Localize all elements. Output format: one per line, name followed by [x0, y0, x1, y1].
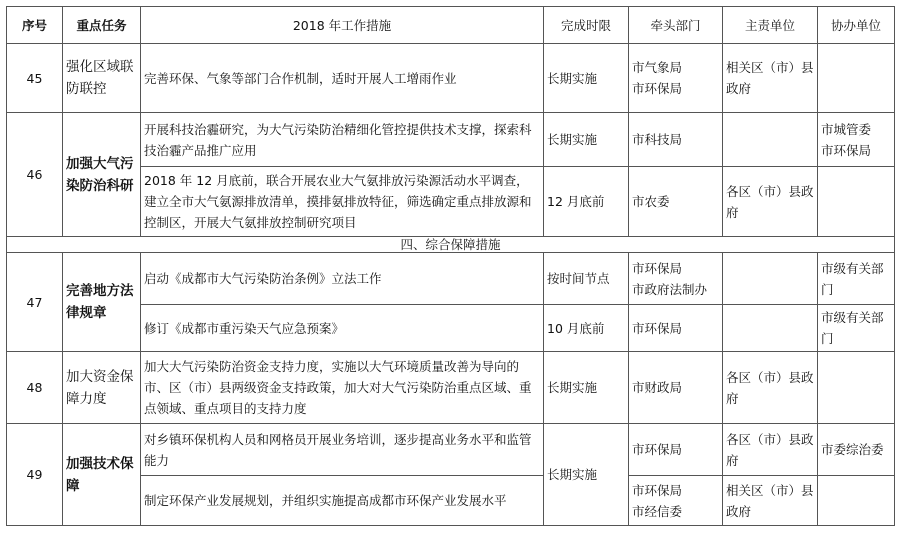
- row-lead: [629, 253, 723, 305]
- row-measure: 制定环保产业发展规划，并组织实施提高成都市环保产业发展水平: [141, 476, 544, 526]
- lead-dept: 市政府法制办: [632, 281, 708, 297]
- table-row: [7, 424, 895, 476]
- row-no: 45: [7, 44, 63, 113]
- row-main: 相关区（市）县政府: [723, 44, 818, 113]
- lead-dept: 市环保局: [632, 482, 683, 498]
- lead-dept: 市气象局: [632, 60, 683, 75]
- section-row: [7, 237, 895, 253]
- row-assist: [818, 113, 895, 167]
- header-measure: 2018 年工作措施: [141, 7, 544, 44]
- row-lead: 市农委: [629, 167, 723, 237]
- row-assist: 市级有关部门: [818, 253, 895, 305]
- row-deadline: 长期实施: [544, 44, 629, 113]
- row-assist: 市委综治委: [818, 424, 895, 476]
- row-assist: [818, 476, 895, 526]
- table-row: [7, 476, 895, 526]
- table-row: [7, 352, 895, 424]
- row-deadline: 10 月底前: [544, 305, 629, 352]
- row-assist: [818, 352, 895, 424]
- row-measure: 完善环保、气象等部门合作机制，适时开展人工增雨作业: [141, 44, 544, 113]
- row-lead: 市财政局: [629, 352, 723, 424]
- row-task: 加强大气污染防治科研: [63, 113, 141, 237]
- measures-table: [6, 6, 895, 526]
- row-deadline: 按时间节点: [544, 253, 629, 305]
- table-row: [7, 253, 895, 305]
- header-no: 序号: [7, 7, 63, 44]
- row-assist: 市级有关部门: [818, 305, 895, 352]
- section-title: 四、综合保障措施: [7, 237, 895, 253]
- row-assist: [818, 44, 895, 113]
- header-lead: 牵头部门: [629, 7, 723, 44]
- row-task: 完善地方法律规章: [63, 253, 141, 352]
- row-main: 各区（市）县政府: [723, 167, 818, 237]
- lead-dept: 市环保局: [632, 81, 683, 96]
- row-lead: [629, 44, 723, 113]
- row-no: 47: [7, 253, 63, 352]
- row-measure: 开展科技治霾研究，为大气污染防治精细化管控提供技术支撑，探索科技治霾产品推广应用: [141, 113, 544, 167]
- table-row: [7, 113, 895, 167]
- lead-dept: 市环保局: [632, 260, 683, 276]
- row-main: [723, 113, 818, 167]
- table-row: [7, 305, 895, 352]
- row-main: 各区（市）县政府: [723, 424, 818, 476]
- header-deadline: 完成时限: [544, 7, 629, 44]
- table-row: [7, 167, 895, 237]
- row-assist: [818, 167, 895, 237]
- row-measure: 2018 年 12 月底前，联合开展农业大气氨排放污染源活动水平调查，建立全市大气氨源排放清单，摸排氨排放特征，筛选确定重点排放源和控制区，开展大气氨排放控制研究项目: [141, 167, 544, 237]
- lead-dept: 市经信委: [632, 503, 683, 519]
- row-main: [723, 305, 818, 352]
- row-deadline: 12 月底前: [544, 167, 629, 237]
- row-main: 各区（市）县政府: [723, 352, 818, 424]
- row-task: 加大资金保障力度: [63, 352, 141, 424]
- row-no: 46: [7, 113, 63, 237]
- row-measure: 对乡镇环保机构人员和网格员开展业务培训，逐步提高业务水平和监管能力: [141, 424, 544, 476]
- header-main: 主责单位: [723, 7, 818, 44]
- assist-dept: 市城管委: [821, 121, 872, 137]
- header-row: [7, 7, 895, 44]
- row-measure: 启动《成都市大气污染防治条例》立法工作: [141, 253, 544, 305]
- row-lead: 市环保局: [629, 305, 723, 352]
- row-lead: 市科技局: [629, 113, 723, 167]
- assist-dept: 市环保局: [821, 142, 872, 158]
- header-assist: 协办单位: [818, 7, 895, 44]
- row-deadline: 长期实施: [544, 352, 629, 424]
- row-deadline: 长期实施: [544, 113, 629, 167]
- row-no: 49: [7, 424, 63, 526]
- row-measure: 加大大气污染防治资金支持力度，实施以大气环境质量改善为导向的市、区（市）县两级资金支持政策，加大对大气污染防治重点区域、重点领域、重点项目的支持力度: [141, 352, 544, 424]
- row-lead: [629, 476, 723, 526]
- row-main: 相关区（市）县政府: [723, 476, 818, 526]
- row-main: [723, 253, 818, 305]
- row-deadline: 长期实施: [544, 424, 629, 526]
- table-row: [7, 44, 895, 113]
- row-task: 强化区域联防联控: [63, 44, 141, 113]
- row-task: 加强技术保障: [63, 424, 141, 526]
- row-lead: 市环保局: [629, 424, 723, 476]
- header-task: 重点任务: [63, 7, 141, 44]
- row-measure: 修订《成都市重污染天气应急预案》: [141, 305, 544, 352]
- row-no: 48: [7, 352, 63, 424]
